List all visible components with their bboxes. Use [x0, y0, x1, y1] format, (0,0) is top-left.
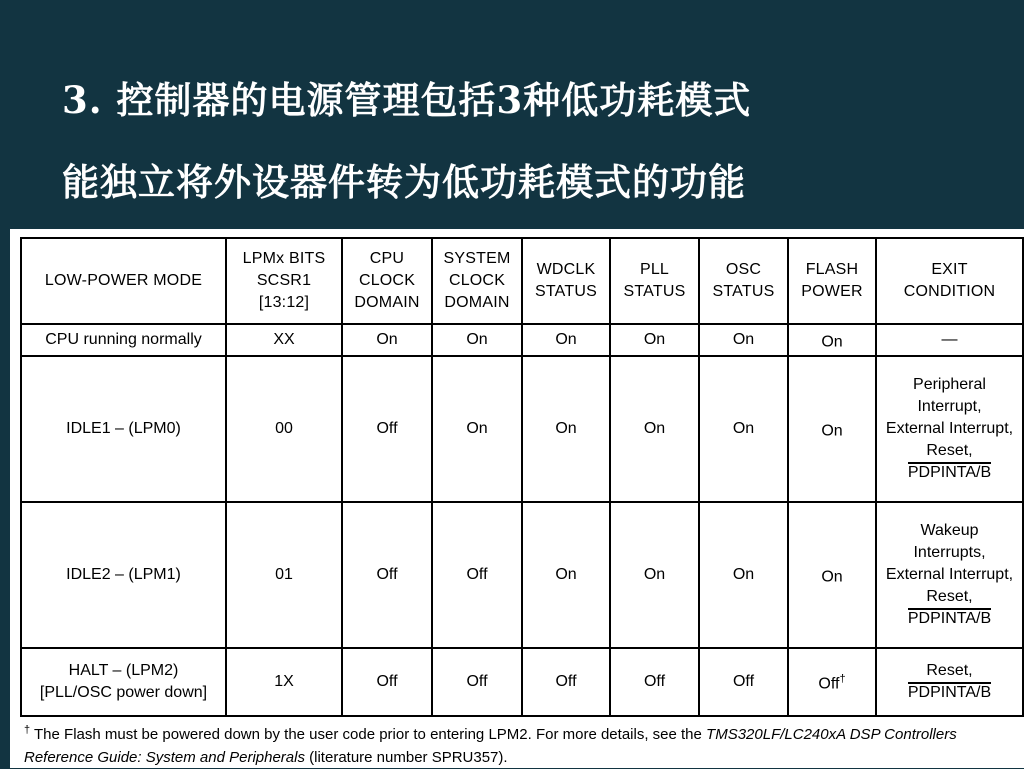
- system-clock-cell: On: [432, 356, 522, 502]
- cpu-clock-cell: Off: [342, 502, 432, 648]
- footnote-text: The Flash must be powered down by the user code prior to entering LPM2. For more details, see the: [30, 726, 707, 743]
- flash-cell: On: [788, 324, 876, 356]
- table-row: [21, 502, 1023, 648]
- header-pll-status: PLL STATUS: [610, 238, 699, 324]
- system-clock-cell: Off: [432, 502, 522, 648]
- pll-cell: On: [610, 502, 699, 648]
- osc-cell: On: [699, 502, 788, 648]
- table-row: [21, 648, 1023, 716]
- slide-title-line1: 3. 控制器的电源管理包括3种低功耗模式: [62, 78, 752, 122]
- bits-cell: XX: [226, 324, 342, 356]
- header-osc-status: OSC STATUS: [699, 238, 788, 324]
- table-footnote: [24, 719, 1020, 769]
- wdclk-cell: On: [522, 324, 610, 356]
- pdpint-overline-text: PDPINTA/B: [907, 610, 992, 627]
- low-power-modes-table: [20, 237, 1024, 717]
- footnote-reference-title: TMS320LF/LC240xA DSP Controllers Reference Guide: System and Peripherals: [24, 726, 957, 766]
- osc-cell: Off: [699, 648, 788, 716]
- mode-cell: IDLE1 – (LPM0): [21, 356, 226, 502]
- footnote-dagger: †: [24, 724, 31, 736]
- osc-cell: On: [699, 324, 788, 356]
- exit-condition-cell: Wakeup Interrupts, External Interrupt, Reset, PDPINTA/B: [876, 502, 1023, 648]
- header-cpu-clock-domain: CPU CLOCK DOMAIN: [342, 238, 432, 324]
- pdpint-overline-text: PDPINTA/B: [907, 464, 992, 481]
- dagger-footnote-mark: †: [839, 673, 846, 686]
- header-low-power-mode: LOW-POWER MODE: [21, 238, 226, 324]
- header-wdclk-status: WDCLK STATUS: [522, 238, 610, 324]
- mode-cell: IDLE2 – (LPM1): [21, 502, 226, 648]
- table-row: [21, 356, 1023, 502]
- footnote-text-tail: (literature number SPRU357).: [304, 749, 508, 766]
- wdclk-cell: On: [522, 502, 610, 648]
- flash-cell: On: [788, 502, 876, 648]
- flash-cell: Off†: [788, 648, 876, 716]
- exit-condition-cell: —: [876, 324, 1023, 356]
- pll-cell: On: [610, 356, 699, 502]
- header-lpmx-bits: LPMx BITS SCSR1 [13:12]: [226, 238, 342, 324]
- header-flash-power: FLASH POWER: [788, 238, 876, 324]
- osc-cell: On: [699, 356, 788, 502]
- pll-cell: On: [610, 324, 699, 356]
- table-figure: [10, 229, 1024, 768]
- bits-cell: 01: [226, 502, 342, 648]
- pll-cell: Off: [610, 648, 699, 716]
- header-exit-condition: EXIT CONDITION: [876, 238, 1023, 324]
- cpu-clock-cell: On: [342, 324, 432, 356]
- header-system-clock-domain: SYSTEM CLOCK DOMAIN: [432, 238, 522, 324]
- slide-title-line2: 能独立将外设器件转为低功耗模式的功能: [62, 160, 746, 204]
- system-clock-cell: On: [432, 324, 522, 356]
- table-row: [21, 324, 1023, 356]
- bits-cell: 1X: [226, 648, 342, 716]
- wdclk-cell: On: [522, 356, 610, 502]
- flash-cell: On: [788, 356, 876, 502]
- table-header-row: [21, 238, 1023, 324]
- mode-cell: CPU running normally: [21, 324, 226, 356]
- bits-cell: 00: [226, 356, 342, 502]
- exit-condition-cell: Reset, PDPINTA/B: [876, 648, 1023, 716]
- mode-cell: HALT – (LPM2) [PLL/OSC power down]: [21, 648, 226, 716]
- exit-condition-cell: Peripheral Interrupt, External Interrupt, Reset, PDPINTA/B: [876, 356, 1023, 502]
- pdpint-overline-text: PDPINTA/B: [907, 684, 992, 701]
- cpu-clock-cell: Off: [342, 648, 432, 716]
- wdclk-cell: Off: [522, 648, 610, 716]
- system-clock-cell: Off: [432, 648, 522, 716]
- cpu-clock-cell: Off: [342, 356, 432, 502]
